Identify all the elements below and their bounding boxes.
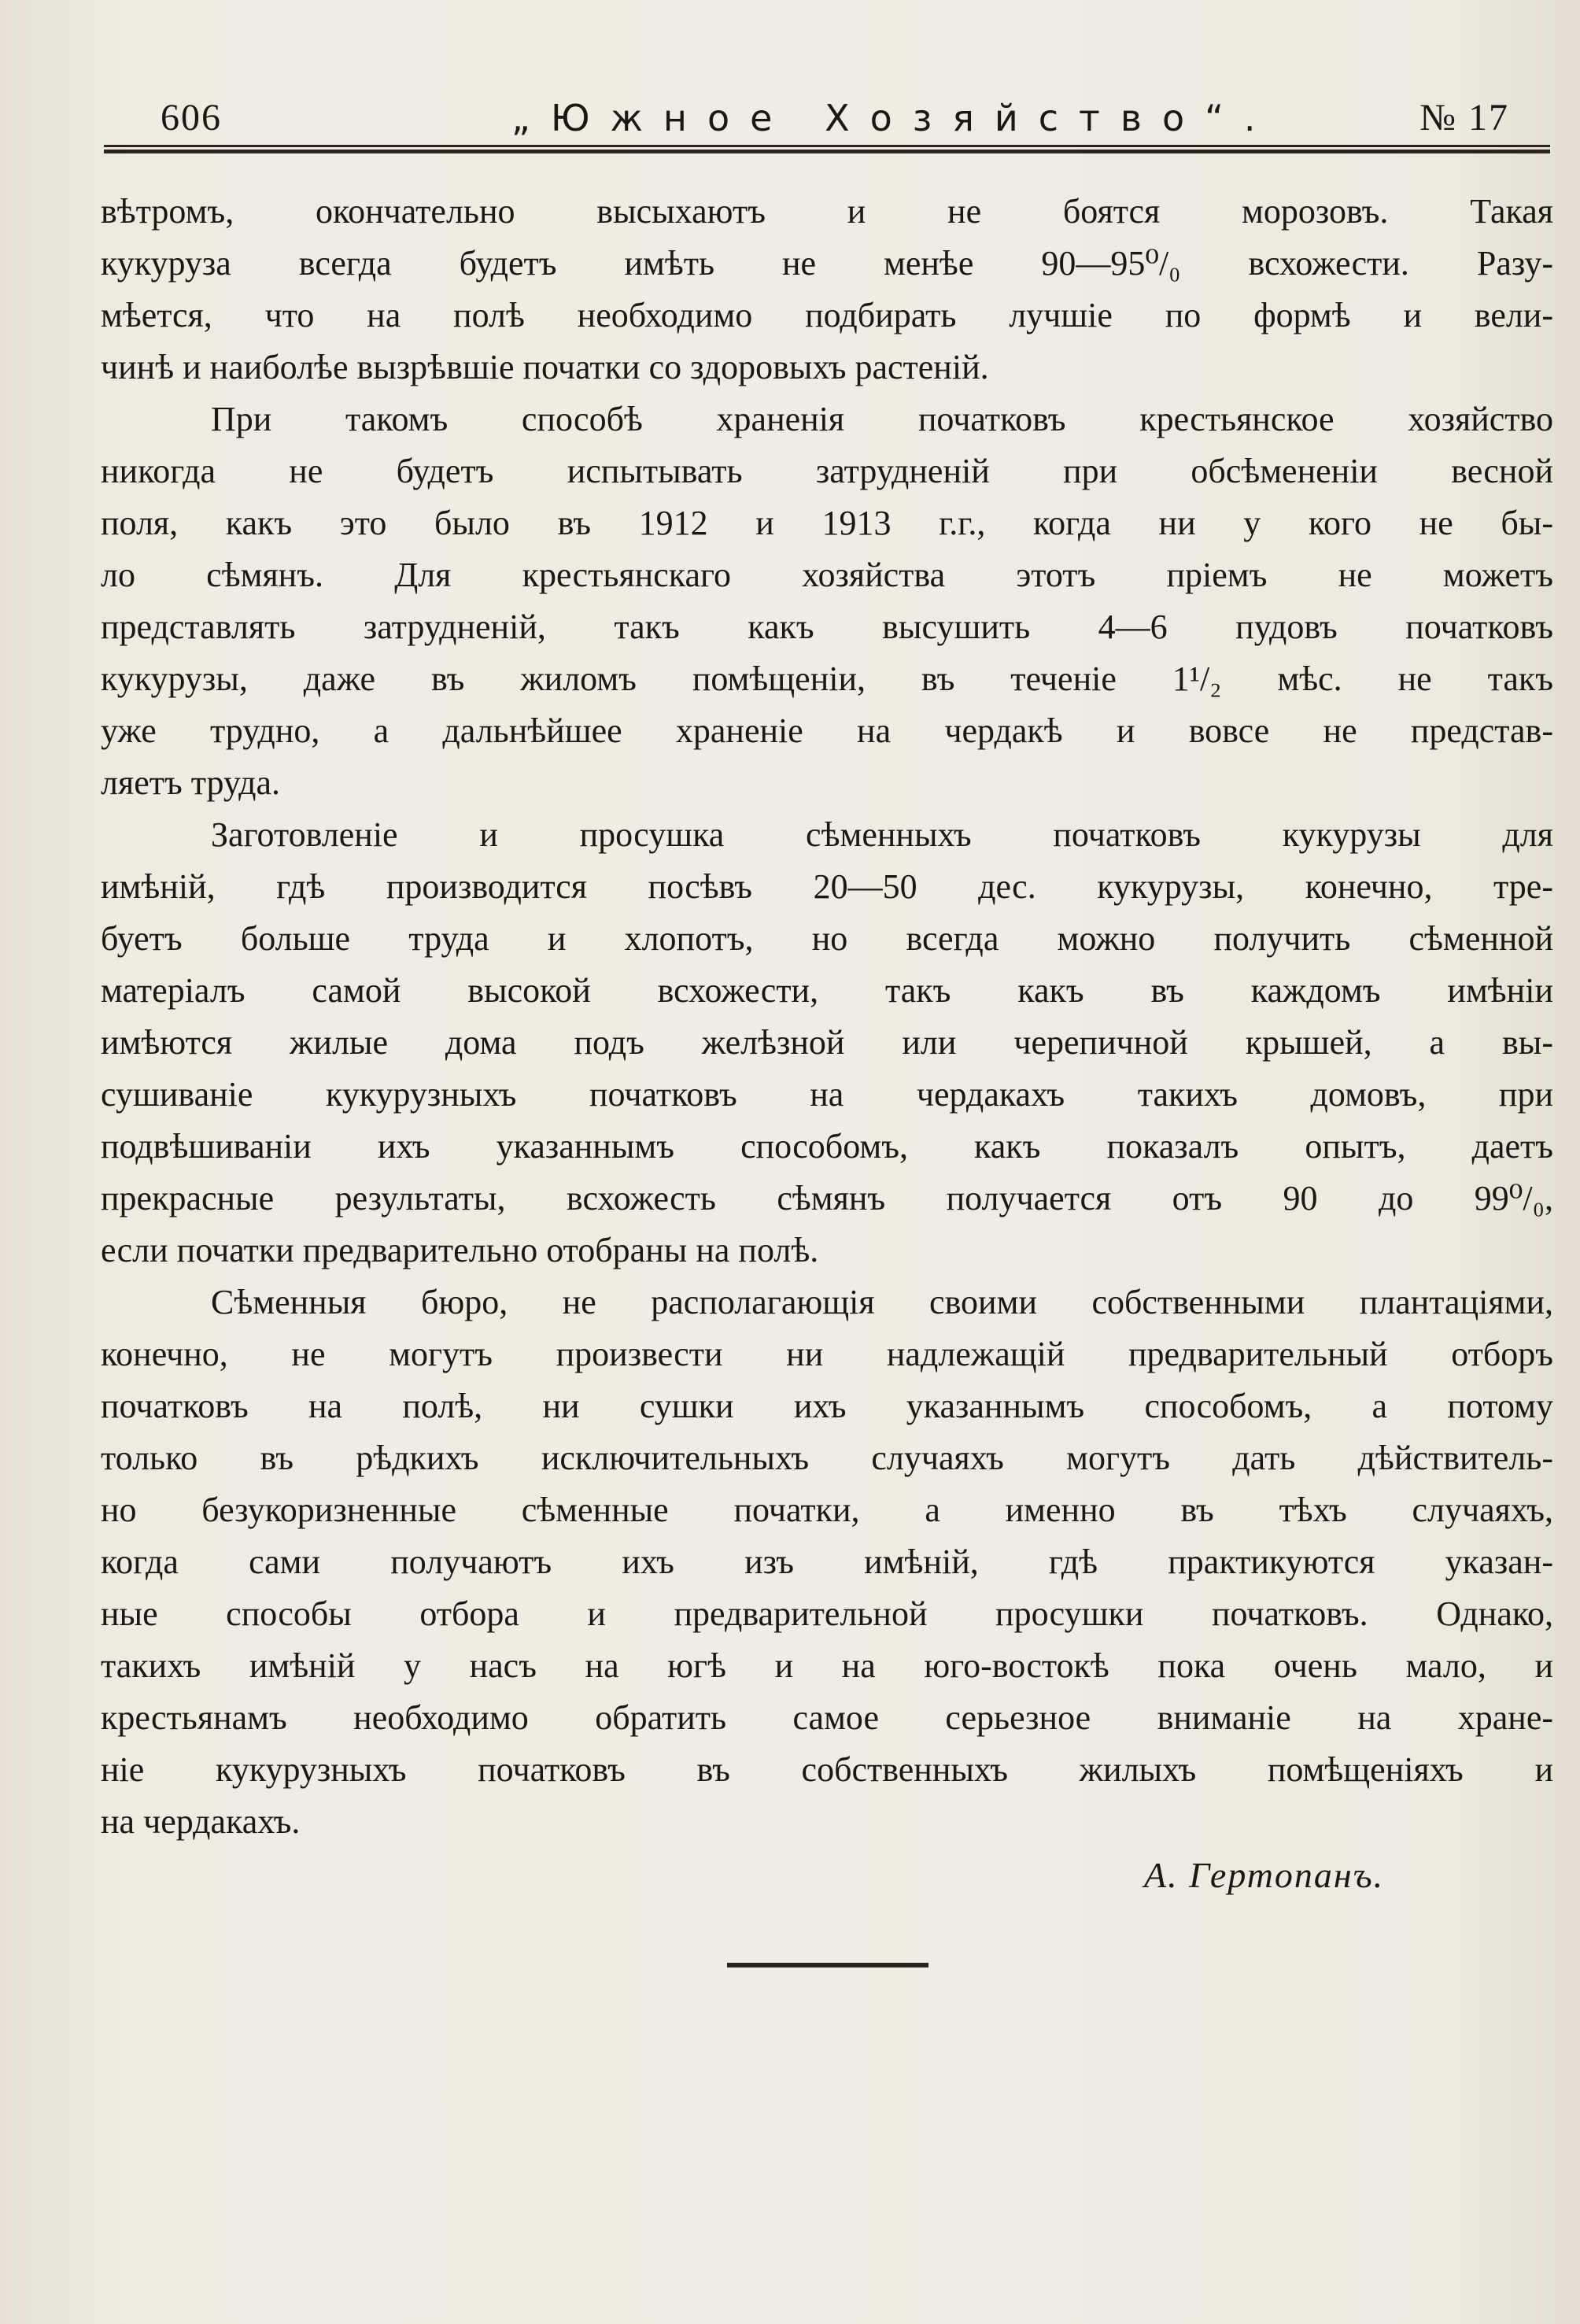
text-line: крестьянамъ необходимо обратить самое серьезное вниманіе на хране- (101, 1698, 1553, 1737)
text-line: ло сѣмянъ. Для крестьянскаго хозяйства этотъ пріемъ не можетъ (101, 556, 1553, 594)
text-line: ные способы отбора и предварительной просушки початковъ. Однако, (101, 1594, 1553, 1633)
text-line: уже трудно, а дальнѣйшее храненіе на чердакѣ и вовсе не представ- (101, 711, 1553, 750)
text-line: только въ рѣдкихъ исключительныхъ случаяхъ могутъ дать дѣйствитель- (101, 1439, 1553, 1477)
author-signature: А. Гертопанъ. (1144, 1855, 1385, 1895)
text-line: кукурузы, даже въ жиломъ помѣщеніи, въ теченіе 1¹/₂ мѣс. не такъ (101, 660, 1553, 698)
text-line: початковъ на полѣ, ни сушки ихъ указаннымъ способомъ, а потому (101, 1387, 1553, 1425)
text-line: матеріалъ самой высокой всхожести, такъ какъ въ каждомъ имѣніи (101, 971, 1553, 1010)
paragraph-4 (101, 1277, 1553, 1848)
text-line: имѣются жилые дома подъ желѣзной или черепичной крышей, а вы- (101, 1023, 1553, 1062)
text-line: имѣній, гдѣ производится посѣвъ 20—50 дес. кукурузы, конечно, тре- (101, 867, 1553, 906)
page-number: 606 (161, 97, 222, 139)
text-line: вѣтромъ, окончательно высыхаютъ и не боятся морозовъ. Такая (101, 192, 1553, 231)
header-rule-thick (104, 150, 1550, 153)
text-line: Сѣменныя бюро, не располагающія своими собственными плантаціями, (211, 1283, 1553, 1321)
text-line: мѣется, что на полѣ необходимо подбирать лучшіе по формѣ и вели- (101, 296, 1553, 334)
text-line: При такомъ способѣ храненія початковъ крестьянское хозяйство (211, 400, 1553, 438)
text-line: такихъ имѣній у насъ на югѣ и на юго-востокѣ пока очень мало, и (101, 1646, 1553, 1685)
issue-number: № 17 (1419, 97, 1509, 139)
text-line: ніе кукурузныхъ початковъ въ собственныхъ жилыхъ помѣщеніяхъ и (101, 1750, 1553, 1789)
text-line: когда сами получаютъ ихъ изъ имѣній, гдѣ практикуются указан- (101, 1543, 1553, 1581)
running-header (104, 93, 1550, 143)
paragraph-1 (101, 186, 1553, 393)
text-line: если початки предварительно отобраны на полѣ. (101, 1231, 819, 1269)
paragraph-3 (101, 809, 1553, 1277)
header-rule-thin (104, 145, 1550, 147)
article-body (101, 186, 1553, 1848)
text-line: никогда не будетъ испытывать затрудненій при обсѣмененіи весной (101, 452, 1553, 490)
text-line: подвѣшиваніи ихъ указаннымъ способомъ, какъ показалъ опытъ, даетъ (101, 1127, 1553, 1166)
journal-title: „Южное Хозяйство“. (511, 97, 1276, 139)
text-line: чинѣ и наиболѣе вызрѣвшіе початки со здоровыхъ растеній. (101, 348, 989, 386)
text-line: Заготовленіе и просушка сѣменныхъ початковъ кукурузы для (211, 815, 1553, 854)
text-line: прекрасные результаты, всхожесть сѣмянъ получается отъ 90 до 99⁰/₀, (101, 1179, 1553, 1217)
text-line: буетъ больше труда и хлопотъ, но всегда можно получить сѣменной (101, 919, 1553, 958)
text-line: конечно, не могутъ произвести ни надлежащій предварительный отборъ (101, 1335, 1553, 1373)
text-line: сушиваніе кукурузныхъ початковъ на чердакахъ такихъ домовъ, при (101, 1075, 1553, 1114)
article-end-rule (727, 1963, 928, 1967)
paragraph-2 (101, 393, 1553, 809)
text-line: но безукоризненные сѣменные початки, а именно въ тѣхъ случаяхъ, (101, 1491, 1553, 1529)
text-line: кукуруза всегда будетъ имѣть не менѣе 90—95⁰/₀ всхожести. Разу- (101, 244, 1553, 283)
text-line: на чердакахъ. (101, 1802, 301, 1841)
text-line: поля, какъ это было въ 1912 и 1913 г.г., когда ни у кого не бы- (101, 504, 1553, 542)
text-line: представлять затрудненій, такъ какъ высушить 4—6 пудовъ початковъ (101, 608, 1553, 646)
text-line: ляетъ труда. (101, 763, 281, 802)
